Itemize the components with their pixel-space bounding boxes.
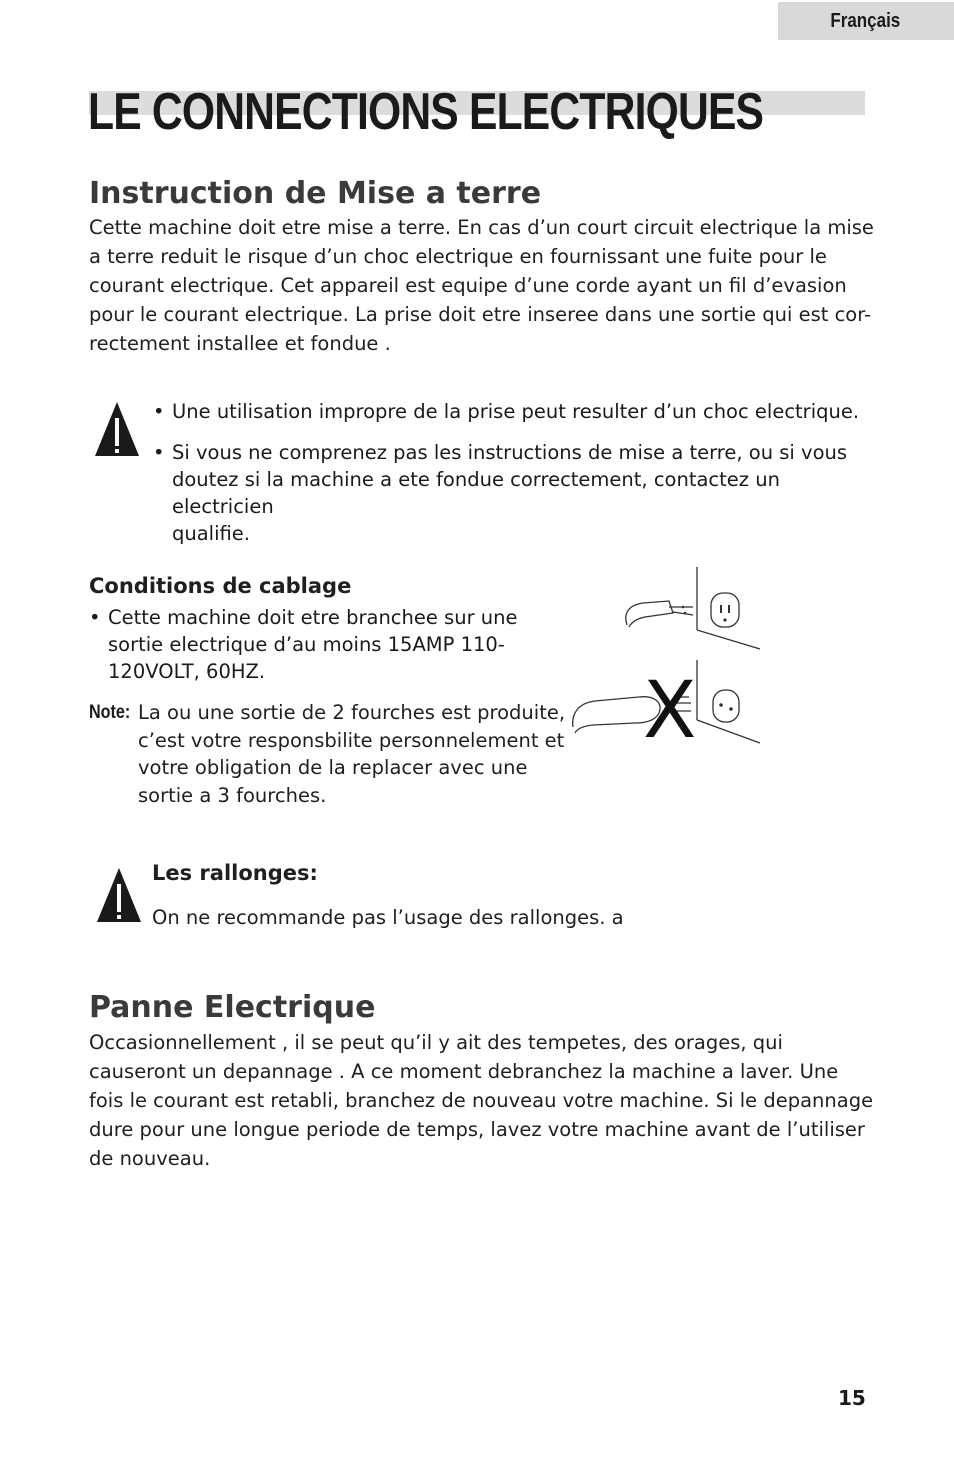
- language-label: Français: [830, 10, 900, 32]
- grounding-paragraph: [89, 213, 879, 358]
- wiring-heading: Conditions de cablage: [89, 574, 352, 598]
- list-item: [89, 604, 559, 685]
- grounding-line: Cette machine doit etre mise a terre. En cas d’un court circuit electrique la mise: [89, 216, 874, 239]
- page-number: 15: [838, 1386, 866, 1410]
- note-text: [138, 699, 568, 809]
- extension-text: On ne recommande pas l’usage des rallonges. a: [152, 906, 624, 929]
- warning-text: qualifie.: [172, 522, 250, 545]
- grounding-line: rectement installee et fondue .: [89, 332, 391, 355]
- list-item: [153, 398, 873, 425]
- power-failure-line: Occasionnellement , il se peut qu’il y ait des tempetes, des orages, qui: [89, 1031, 783, 1054]
- power-failure-line: dure pour une longue periode de temps, lavez votre machine avant de l’utiliser: [89, 1118, 865, 1141]
- warning-icon: [95, 866, 143, 924]
- wiring-text: sortie electrique d’au moins 15AMP 110-: [108, 633, 505, 656]
- note-label: Note:: [89, 702, 131, 723]
- page-title: LE CONNECTIONS ELECTRIQUES: [88, 83, 764, 141]
- grounding-heading: Instruction de Mise a terre: [89, 176, 542, 211]
- warning-icon: [93, 400, 141, 458]
- language-tab: [778, 2, 954, 40]
- note-line: sortie a 3 fourches.: [138, 783, 327, 807]
- note-line: c’est votre responsbilite personnelement et: [138, 728, 565, 752]
- incorrect-mark: X: [643, 666, 697, 750]
- grounding-line: courant electrique. Cet appareil est equipe d’une corde ayant un fil d’evasion: [89, 274, 847, 297]
- wiring-list: [89, 604, 559, 699]
- note-line: votre obligation de la replacer avec une: [138, 756, 528, 779]
- wiring-text: 120VOLT, 60HZ.: [108, 660, 266, 683]
- note-line: La ou une sortie de 2 fourches est produite,: [138, 701, 566, 724]
- grounding-line: a terre reduit le risque d’un choc electrique en fournissant une fuite pour le: [89, 245, 827, 268]
- warning-text: doutez si la machine a ete fondue correctement, contactez un electricien: [172, 468, 780, 518]
- outlet-illustration: [565, 565, 765, 750]
- power-failure-paragraph: [89, 1028, 879, 1173]
- extension-heading: Les rallonges:: [152, 861, 318, 885]
- power-failure-line: de nouveau.: [89, 1147, 211, 1170]
- warning-list: [153, 398, 873, 561]
- warning-text: • Si vous ne comprenez pas les instructions de mise a terre, ou si vous: [172, 441, 848, 464]
- grounding-line: pour le courant electrique. La prise doit etre inseree dans une sortie qui est cor-: [89, 303, 872, 326]
- power-failure-heading: Panne Electrique: [89, 990, 376, 1025]
- wiring-text: • Cette machine doit etre branchee sur une: [108, 606, 518, 629]
- power-failure-line: causeront un depannage . A ce moment debranchez la machine a laver. Une: [89, 1060, 839, 1083]
- list-item: [153, 439, 873, 547]
- warning-text: Une utilisation impropre de la prise peut resulter d’un choc electrique.: [172, 400, 860, 423]
- power-failure-line: fois le courant est retabli, branchez de nouveau votre machine. Si le depannage: [89, 1089, 874, 1112]
